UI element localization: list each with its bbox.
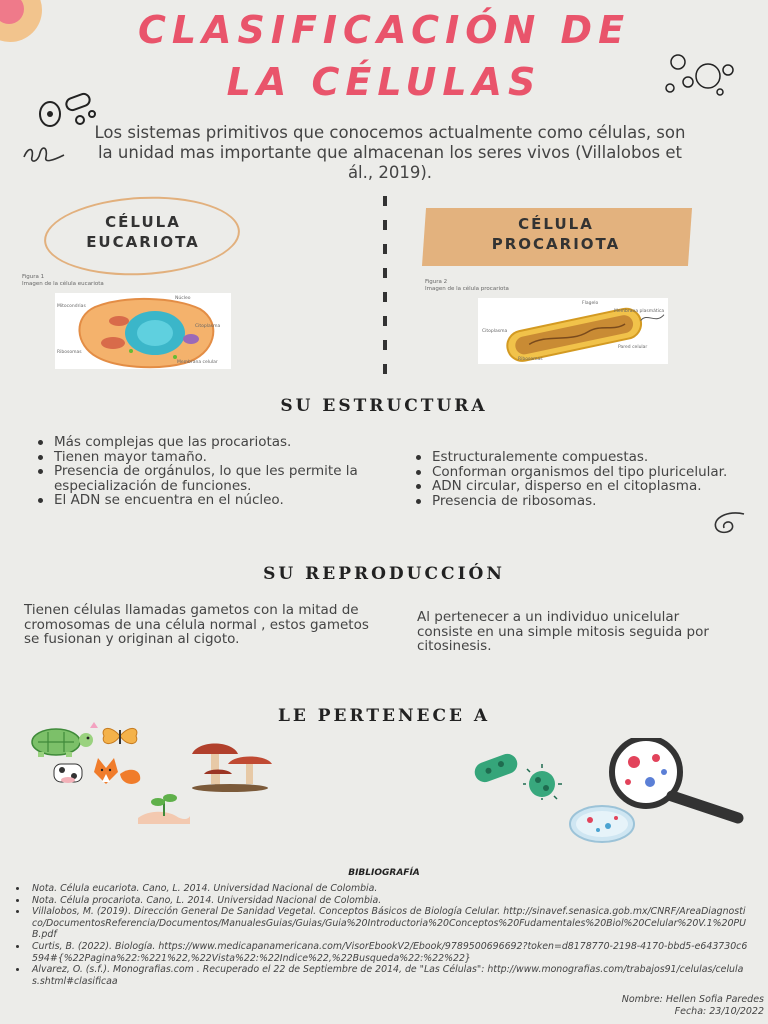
figure-1-text: Imagen de la célula eucariota: [22, 281, 104, 287]
turtle-icon: [24, 722, 100, 758]
eucariota-label-membrana: Membrana celular: [177, 360, 218, 365]
eucariota-figure: [55, 293, 231, 369]
bibliografia-list: [10, 883, 750, 987]
eucariota-title: [58, 212, 228, 252]
list-item: Más complejas que las procariotas.: [32, 435, 362, 450]
pertenece-title: LE PERTENECE A: [277, 706, 491, 726]
reproduccion-procariota-text: Al pertenecer a un individuo unicelular consiste en una simple mitosis seguida por citosinesis.: [417, 609, 709, 654]
procariota-label-pared: Pared celular: [618, 345, 648, 350]
procariota-label-flagelo: Flagelo: [582, 301, 599, 306]
figure-2-text: Imagen de la célula procariota: [425, 286, 509, 292]
bibliografia-title: BIBLIOGRAFÍA: [348, 868, 420, 878]
list-item: ADN circular, disperso en el citoplasma.: [410, 479, 730, 494]
list-item: Curtis, B. (2022). Biología. https://www.medicapanamericana.com/VisorEbookV2/Ebook/9789500696692?token=d8178770-2198-4170-bbd5-e643730c6594#{%22Pagina%22:%221%22,%22Vista%22:%22Indice%22,%22Busqueda%22:%22%22}: [10, 941, 750, 964]
date: Fecha: 23/10/2022: [674, 1006, 764, 1017]
eucariota-label-nucleo: Núcleo: [175, 296, 191, 301]
estructura-procariota-list: [410, 450, 730, 508]
figure-2-number: Figura 2: [425, 279, 448, 285]
eucariota-label-mitocondrias: Mitocondrias: [57, 304, 86, 309]
figure-1-caption: [22, 274, 104, 288]
bacteria-icon: [468, 746, 568, 802]
page-title-line1: CLASIFICACIÓN DE: [137, 8, 631, 52]
list-item: Villalobos, M. (2019). Dirección General De Sanidad Vegetal. Conceptos Básicos de Biología Celular. http://sinavef.senasica.gob.mx/CNRF/AreaDiagnostico/DocumentosReferencia/Documentos/ManualesGuias/Guias/Guia%20Introductoria%20Conceptos%20Fudamentales%20Biol%20Celular%20V.1%20PUB.pdf: [10, 906, 750, 941]
mushroom-icon: [188, 740, 274, 792]
procariota-label-citoplasma: Citoplasma: [482, 329, 508, 334]
plant-hand-icon: [136, 790, 192, 826]
list-item: Presencia de orgánulos, lo que les permite la especialización de funciones.: [32, 464, 362, 493]
list-item: El ADN se encuentra en el núcleo.: [32, 493, 362, 508]
procariota-label-ribosomas: Ribosomas: [518, 357, 543, 362]
list-item: Conforman organismos del tipo pluricelular.: [410, 465, 730, 480]
butterfly-icon: [100, 724, 140, 748]
list-item: Nota. Célula eucariota. Cano, L. 2014. Universidad Nacional de Colombia.: [10, 883, 750, 895]
list-item: Presencia de ribosomas.: [410, 494, 730, 509]
vertical-divider: [383, 196, 387, 388]
author-name: Nombre: Hellen Sofia Paredes: [621, 994, 764, 1005]
list-item: Nota. Célula procariota. Cano, L. 2014. Universidad Nacional de Colombia.: [10, 895, 750, 907]
petri-dish-icon: [568, 802, 636, 844]
fox-icon: [92, 752, 144, 788]
cow-icon: [52, 760, 84, 784]
page-title-line2: LA CÉLULAS: [226, 60, 542, 104]
eucariota-title-line1: CÉLULA: [105, 213, 181, 231]
procariota-title-line2: PROCARIOTA: [491, 235, 621, 253]
list-item: Alvarez, O. (s.f.). Monografias.com . Recuperado el 22 de Septiembre de 2014, de "Las Células": http://www.monografias.com/trabajos91/celulas/celulas.shtml#clasificaa: [10, 964, 750, 987]
list-item: Estructuralemente compuestas.: [410, 450, 730, 465]
eucariota-title-line2: EUCARIOTA: [86, 233, 200, 251]
procariota-figure: [478, 298, 668, 364]
swirl-icon: [708, 510, 748, 538]
eucariota-label-citoplasma: Citoplasma: [195, 324, 221, 329]
reproduccion-title: SU REPRODUCCIÓN: [263, 564, 505, 584]
reproduccion-eucariota-text: Tienen células llamadas gametos con la mitad de cromosomas de una célula normal , estos gametos se fusionan y originan al cigoto.: [24, 602, 369, 647]
estructura-title: SU ESTRUCTURA: [280, 396, 488, 416]
procariota-title-line1: CÉLULA: [518, 215, 594, 233]
eucariota-label-ribosomas: Ribosomas: [57, 350, 82, 355]
figure-1-number: Figura 1: [22, 274, 45, 280]
procariota-title: [430, 214, 682, 254]
procariota-label-membrana: Membrana plasmática: [614, 309, 665, 314]
intro-paragraph: Los sistemas primitivos que conocemos actualmente como células, son la unidad mas importante que almacenan los seres vivos (Villalobos et ál., 2019).: [94, 123, 686, 182]
squiggle-icon: [22, 145, 66, 163]
list-item: Tienen mayor tamaño.: [32, 450, 362, 465]
estructura-eucariota-list: [32, 435, 362, 508]
figure-2-caption: [425, 279, 509, 293]
